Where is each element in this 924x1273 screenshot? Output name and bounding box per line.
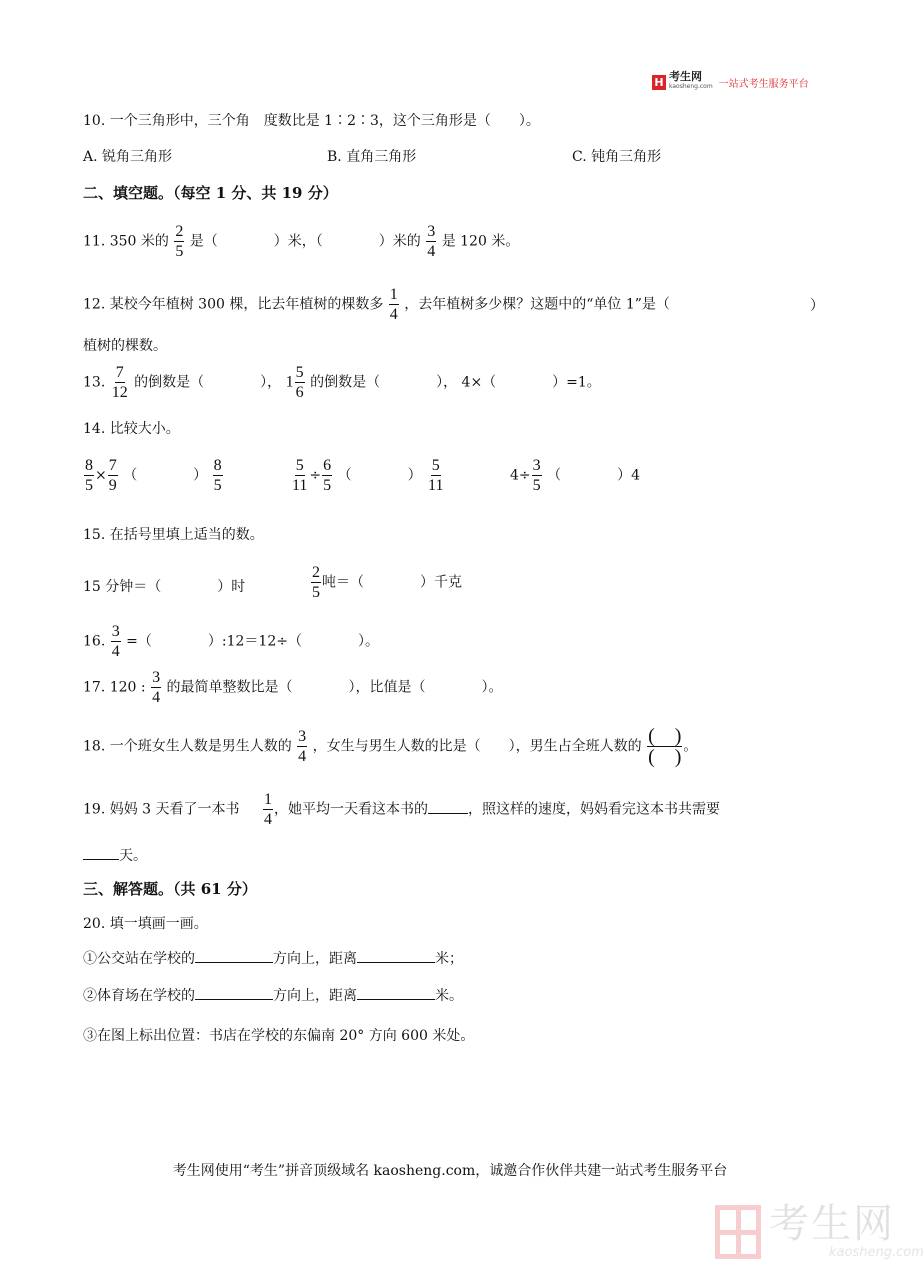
q17-p1: 17. 120 :: [83, 679, 146, 696]
q18-p3: 。: [683, 738, 698, 755]
q11-p2: 是（ ）米，（ ）米的: [189, 233, 421, 250]
q19-p3: ，照这样的速度，妈妈看完这本书共需要: [467, 801, 720, 818]
q16: [83, 622, 379, 661]
q14-b-frac1: $\frac{5}{11}$: [292, 457, 308, 494]
q17: [83, 668, 503, 707]
q20-l1b: 方向上，距离: [273, 951, 357, 967]
q15-b-text: 吨＝（ ）千克: [322, 574, 462, 591]
q15-a: 15 分钟＝（ ）时: [83, 579, 246, 595]
q12: [83, 285, 670, 324]
q10-option-c: C. 钝角三角形: [572, 149, 662, 165]
q11-p3: 是 120 米。: [441, 233, 520, 250]
watermark-logo-icon: [715, 1205, 761, 1259]
q20-line1: [83, 948, 463, 968]
q20-l2c: 米。: [435, 988, 463, 1004]
q14-text: 14. 比较大小。: [83, 421, 180, 437]
q16-frac: $\frac{3}{4}$: [111, 623, 120, 660]
q14-a-frac1: $\frac{8}{5}$: [85, 457, 93, 494]
q14-c-frac: $\frac{3}{5}$: [532, 457, 541, 494]
section-3-title: 三、解答题。（共 61 分）: [83, 880, 257, 898]
q20-line2: [83, 985, 463, 1005]
q19-line2: [83, 845, 147, 865]
q14-a-frac3: $\frac{8}{5}$: [213, 457, 222, 494]
q18-p2: ，女生与男生人数的比是（ ），男生占全班人数的: [312, 738, 642, 755]
q15-b-frac: $\frac{2}{5}$: [312, 564, 320, 601]
q20-l2-blank-2: [357, 986, 435, 1000]
q14-b-op: ÷: [309, 467, 322, 484]
q19-blank-2: [83, 846, 119, 860]
watermark-cn: 考生网: [769, 1201, 895, 1247]
watermark: [715, 1203, 924, 1260]
q14-c-blank: （ ）4: [547, 467, 641, 484]
kaosheng-logo: [652, 72, 809, 92]
q15-text: 15. 在括号里填上适当的数。: [83, 527, 264, 543]
q17-frac: $\frac{3}{4}$: [152, 669, 161, 706]
q19: [83, 790, 720, 829]
q12-p2: ，去年植树多少棵？这题中的“单位 1”是（: [404, 296, 670, 313]
q18-frac: $\frac{3}{4}$: [298, 728, 307, 765]
q11: [83, 222, 519, 261]
q13-fraction-2: $\frac{5}{6}$: [295, 364, 304, 401]
q16-p1: 16.: [83, 633, 106, 650]
q20-text: 20. 填一填画一画。: [83, 916, 208, 932]
q10-text: 10. 一个三角形中，三个角 度数比是 1∶2∶3，这个三角形是（ ）。: [83, 113, 540, 129]
q10-option-a: A. 锐角三角形: [83, 149, 173, 165]
q20-l2-blank-1: [195, 986, 273, 1000]
logo-cn: 考生网: [669, 70, 702, 83]
section-2-title: 二、填空题。（每空 1 分、共 19 分）: [83, 184, 338, 202]
q20-l2b: 方向上，距离: [273, 988, 357, 1004]
q14-a-op: ×: [95, 467, 107, 484]
q14-a-blank: （ ）: [123, 467, 208, 484]
q13-fraction-1: $\frac{7}{12}$: [111, 364, 128, 401]
q19-p1: 19. 妈妈 3 天看了一本书: [83, 801, 240, 818]
q11-fraction-2: $\frac{3}{4}$: [427, 223, 436, 260]
q18: [83, 726, 697, 767]
q11-p1: 11. 350 米的: [83, 233, 169, 250]
q12-fraction: $\frac{1}{4}$: [389, 286, 398, 323]
q14-a-frac2: $\frac{7}{9}$: [108, 457, 117, 494]
q13-p1: 13.: [83, 374, 106, 391]
q14-b-frac3: $\frac{5}{11}$: [428, 457, 444, 494]
q14-a: [83, 456, 224, 495]
logo-mark-icon: H: [652, 75, 666, 90]
q15-b: [310, 563, 462, 602]
logo-en: kaosheng.com: [669, 83, 713, 90]
q20-l1-blank-2: [357, 949, 435, 963]
q20-l1a: ①公交站在学校的: [83, 951, 195, 967]
q12-p3: ）: [810, 298, 824, 314]
q20-l1-blank-1: [195, 949, 273, 963]
q20-line3: ③在图上标出位置：书店在学校的东偏南 20° 方向 600 米处。: [83, 1028, 475, 1044]
q13-p2: 的倒数是（ ），: [134, 374, 282, 391]
q14-b: [290, 456, 445, 495]
q20-l2a: ②体育场在学校的: [83, 988, 195, 1004]
q13-p3: 的倒数是（ ），: [310, 374, 458, 391]
q13: [83, 363, 601, 402]
q16-p2: =（ ）:12＝12÷（ ）。: [126, 633, 379, 650]
q11-fraction-1: $\frac{2}{5}$: [175, 223, 184, 260]
q14-b-frac2: $\frac{6}{5}$: [323, 457, 332, 494]
q14-c: [510, 456, 640, 495]
q17-p2: 的最简单整数比是（ ），比值是（ ）。: [166, 679, 503, 696]
logo-slogan: 一站式考生服务平台: [718, 78, 809, 90]
q12-p1: 12. 某校今年植树 300 棵，比去年植树的棵数多: [83, 296, 384, 313]
q20-l1c: 米；: [435, 951, 463, 967]
q14-b-blank: （ ）: [337, 467, 422, 484]
q14-c-lead: 4÷: [510, 467, 531, 484]
q13-p4: 4×（ ）=1。: [461, 374, 601, 391]
footer-text: 考生网使用“考生”拼音顶级域名 kaosheng.com，诚邀合作伙伴共建一站式考生服务平台: [172, 1163, 728, 1179]
q19-p2: ，她平均一天看这本书的: [273, 801, 428, 818]
q13-whole: 1: [285, 373, 294, 391]
q19-blank-1: [428, 800, 468, 814]
q18-blank-frac: $\frac{( )}{( )}$: [648, 725, 682, 768]
q18-p1: 18. 一个班女生人数是男生人数的: [83, 738, 292, 755]
q10-option-b: B. 直角三角形: [327, 149, 417, 165]
watermark-en: kaosheng.com: [829, 1245, 924, 1260]
q12-line2: 植树的棵数。: [83, 338, 167, 354]
q19-line2-text: 天。: [119, 848, 147, 864]
q19-frac: $\frac{1}{4}$: [263, 791, 272, 828]
